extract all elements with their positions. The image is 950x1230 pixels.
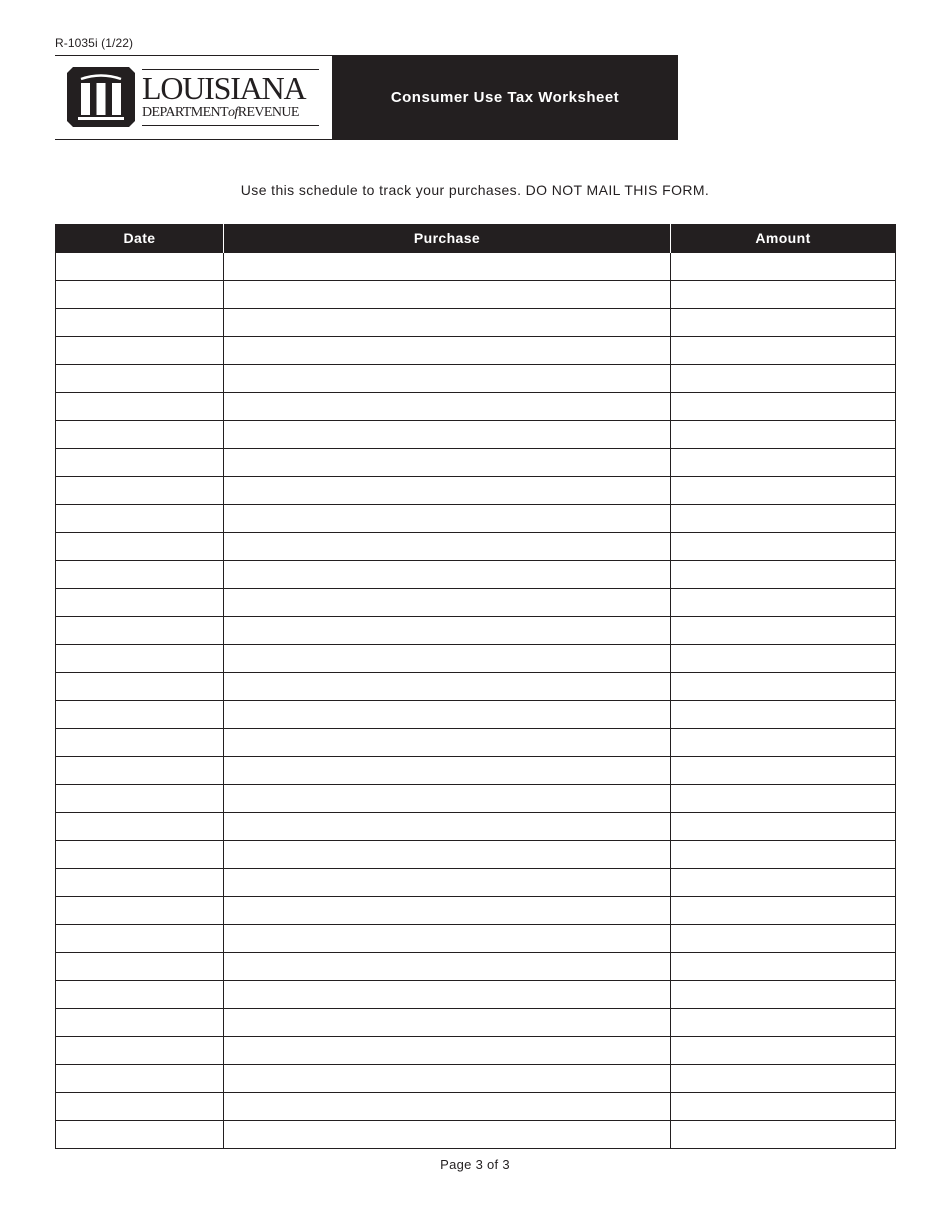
date-cell[interactable] (56, 1009, 224, 1037)
agency-logo (55, 55, 332, 140)
purchase-cell[interactable] (224, 505, 671, 533)
purchase-cell[interactable] (224, 365, 671, 393)
amount-cell[interactable] (671, 1009, 896, 1037)
date-cell[interactable] (56, 477, 224, 505)
title-banner (332, 55, 678, 140)
amount-cell[interactable] (671, 281, 896, 309)
amount-cell[interactable] (671, 561, 896, 589)
header (55, 55, 678, 140)
logo-state-name: LOUISIANA (142, 70, 306, 106)
date-cell[interactable] (56, 897, 224, 925)
table-row (56, 897, 896, 925)
amount-cell[interactable] (671, 421, 896, 449)
date-cell[interactable] (56, 505, 224, 533)
purchase-cell[interactable] (224, 617, 671, 645)
instruction-text: Use this schedule to track your purchases. DO NOT MAIL THIS FORM. (240, 182, 710, 198)
purchase-cell[interactable] (224, 281, 671, 309)
date-cell[interactable] (56, 645, 224, 673)
table-row (56, 729, 896, 757)
date-cell[interactable] (56, 533, 224, 561)
table-row (56, 1065, 896, 1093)
date-cell[interactable] (56, 253, 224, 281)
logo-revenue-word: REVENUE (237, 105, 299, 120)
logo-of-word: of (228, 105, 238, 120)
purchase-cell[interactable] (224, 925, 671, 953)
amount-cell[interactable] (671, 617, 896, 645)
table-row (56, 869, 896, 897)
column-header-amount: Amount (671, 224, 896, 253)
date-cell[interactable] (56, 813, 224, 841)
purchase-cell[interactable] (224, 1009, 671, 1037)
date-cell[interactable] (56, 449, 224, 477)
table-row (56, 785, 896, 813)
date-cell[interactable] (56, 785, 224, 813)
date-cell[interactable] (56, 1037, 224, 1065)
table-row (56, 449, 896, 477)
table-row (56, 393, 896, 421)
date-cell[interactable] (56, 337, 224, 365)
amount-cell[interactable] (671, 645, 896, 673)
purchase-cell[interactable] (224, 309, 671, 337)
amount-cell[interactable] (671, 701, 896, 729)
amount-cell[interactable] (671, 589, 896, 617)
table-row (56, 701, 896, 729)
amount-cell[interactable] (671, 925, 896, 953)
purchase-cell[interactable] (224, 421, 671, 449)
amount-cell[interactable] (671, 813, 896, 841)
purchase-cell[interactable] (224, 337, 671, 365)
table-row (56, 477, 896, 505)
purchase-cell[interactable] (224, 1093, 671, 1121)
table-row (56, 673, 896, 701)
table-row (56, 309, 896, 337)
amount-cell[interactable] (671, 1065, 896, 1093)
purchase-cell[interactable] (224, 953, 671, 981)
date-cell[interactable] (56, 281, 224, 309)
table-body (56, 253, 896, 1149)
purchase-cell[interactable] (224, 897, 671, 925)
date-cell[interactable] (56, 841, 224, 869)
table-row (56, 253, 896, 281)
capitol-columns-icon (67, 63, 135, 131)
table-row (56, 757, 896, 785)
date-cell[interactable] (56, 365, 224, 393)
purchase-cell[interactable] (224, 981, 671, 1009)
amount-cell[interactable] (671, 1121, 896, 1149)
table-row (56, 337, 896, 365)
amount-cell[interactable] (671, 953, 896, 981)
date-cell[interactable] (56, 617, 224, 645)
table-row (56, 533, 896, 561)
purchase-cell[interactable] (224, 785, 671, 813)
table-row (56, 981, 896, 1009)
date-cell[interactable] (56, 1065, 224, 1093)
amount-cell[interactable] (671, 393, 896, 421)
purchase-cell[interactable] (224, 673, 671, 701)
purchase-cell[interactable] (224, 589, 671, 617)
table-row (56, 589, 896, 617)
purchase-cell[interactable] (224, 813, 671, 841)
amount-cell[interactable] (671, 505, 896, 533)
date-cell[interactable] (56, 981, 224, 1009)
purchase-cell[interactable] (224, 757, 671, 785)
column-header-purchase: Purchase (224, 224, 671, 253)
purchase-cell[interactable] (224, 1037, 671, 1065)
table-row (56, 421, 896, 449)
logo-rule-bottom (142, 125, 319, 126)
amount-cell[interactable] (671, 309, 896, 337)
column-header-date: Date (56, 224, 224, 253)
amount-cell[interactable] (671, 785, 896, 813)
date-cell[interactable] (56, 309, 224, 337)
table-header-row (56, 224, 896, 253)
date-cell[interactable] (56, 953, 224, 981)
date-cell[interactable] (56, 729, 224, 757)
purchase-cell[interactable] (224, 1065, 671, 1093)
date-cell[interactable] (56, 673, 224, 701)
date-cell[interactable] (56, 589, 224, 617)
purchase-cell[interactable] (224, 477, 671, 505)
date-cell[interactable] (56, 1093, 224, 1121)
amount-cell[interactable] (671, 869, 896, 897)
amount-cell[interactable] (671, 533, 896, 561)
date-cell[interactable] (56, 869, 224, 897)
amount-cell[interactable] (671, 449, 896, 477)
date-cell[interactable] (56, 701, 224, 729)
amount-cell[interactable] (671, 365, 896, 393)
table-row (56, 281, 896, 309)
table-row (56, 365, 896, 393)
page-number: Page 3 of 3 (440, 1157, 510, 1172)
purchase-cell[interactable] (224, 701, 671, 729)
amount-cell[interactable] (671, 981, 896, 1009)
table-row (56, 813, 896, 841)
purchase-cell[interactable] (224, 253, 671, 281)
table-row (56, 1037, 896, 1065)
amount-cell[interactable] (671, 253, 896, 281)
purchase-cell[interactable] (224, 449, 671, 477)
logo-department-word: DEPARTMENT (142, 105, 228, 120)
table-row (56, 1093, 896, 1121)
date-cell[interactable] (56, 421, 224, 449)
form-code: R-1035i (1/22) (55, 36, 134, 50)
table-row (56, 841, 896, 869)
amount-cell[interactable] (671, 1093, 896, 1121)
purchase-cell[interactable] (224, 393, 671, 421)
purchase-cell[interactable] (224, 561, 671, 589)
purchase-worksheet-table (55, 224, 896, 1149)
purchase-cell[interactable] (224, 645, 671, 673)
purchase-cell[interactable] (224, 1121, 671, 1149)
table-row (56, 1121, 896, 1149)
date-cell[interactable] (56, 393, 224, 421)
amount-cell[interactable] (671, 673, 896, 701)
date-cell[interactable] (56, 757, 224, 785)
amount-cell[interactable] (671, 841, 896, 869)
purchase-cell[interactable] (224, 869, 671, 897)
amount-cell[interactable] (671, 477, 896, 505)
table-row (56, 645, 896, 673)
table-row (56, 925, 896, 953)
amount-cell[interactable] (671, 337, 896, 365)
table-row (56, 1009, 896, 1037)
amount-cell[interactable] (671, 1037, 896, 1065)
date-cell[interactable] (56, 1121, 224, 1149)
amount-cell[interactable] (671, 897, 896, 925)
amount-cell[interactable] (671, 757, 896, 785)
purchase-cell[interactable] (224, 729, 671, 757)
date-cell[interactable] (56, 925, 224, 953)
table-row (56, 953, 896, 981)
table-row (56, 617, 896, 645)
date-cell[interactable] (56, 561, 224, 589)
form-title: Consumer Use Tax Worksheet (390, 89, 620, 106)
table-row (56, 505, 896, 533)
table-row (56, 561, 896, 589)
amount-cell[interactable] (671, 729, 896, 757)
purchase-cell[interactable] (224, 841, 671, 869)
logo-department-name (142, 105, 319, 121)
purchase-cell[interactable] (224, 533, 671, 561)
